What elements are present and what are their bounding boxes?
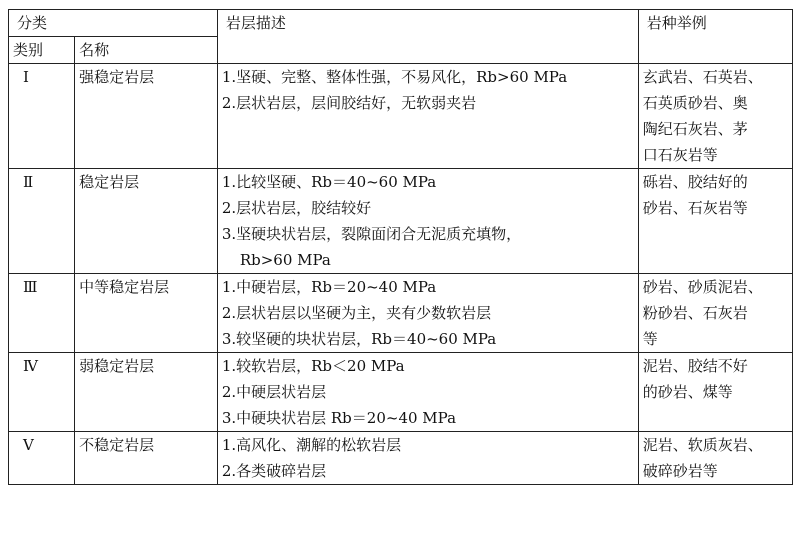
- desc-cell: [217, 274, 638, 353]
- header-desc: 岩层描述: [225, 14, 286, 32]
- example-line: 玄武岩、石英岩、: [642, 68, 763, 86]
- example-line: 砂岩、石灰岩等: [642, 199, 748, 217]
- desc-line: Rb>60 MPa: [239, 251, 331, 269]
- layer-name: 稳定岩层: [79, 173, 140, 191]
- name-cell: [75, 274, 218, 353]
- class-cell: [9, 169, 75, 274]
- class-cell: [9, 432, 75, 485]
- header-class: 类别: [13, 41, 44, 59]
- desc-cell: [217, 432, 638, 485]
- name-cell: [75, 169, 218, 274]
- table-row: [9, 64, 793, 169]
- layer-name: 强稳定岩层: [79, 68, 155, 86]
- layer-name: 弱稳定岩层: [79, 357, 155, 375]
- example-line: 陶纪石灰岩、茅: [642, 120, 748, 138]
- desc-line: 1.较软岩层，Rb＜20 MPa: [221, 357, 405, 375]
- example-cell: [638, 353, 792, 432]
- desc-line: 3.中硬块状岩层 Rb＝20~40 MPa: [221, 409, 457, 427]
- desc-line: 1.坚硬、完整、整体性强，不易风化，Rb>60 MPa: [221, 68, 568, 86]
- desc-line: 2.层状岩层以坚硬为主，夹有少数软岩层: [221, 304, 492, 322]
- example-cell: [638, 64, 792, 169]
- example-cell: [638, 169, 792, 274]
- example-line: 粉砂岩、石灰岩: [642, 304, 748, 322]
- example-cell: [638, 432, 792, 485]
- desc-line: 2.层状岩层，层间胶结好，无软弱夹岩: [221, 94, 477, 112]
- desc-cell: [217, 169, 638, 274]
- header-example: 岩种举例: [646, 14, 707, 32]
- example-line: 的砂岩、煤等: [642, 383, 733, 401]
- name-cell: [75, 64, 218, 169]
- desc-cell: [217, 353, 638, 432]
- table-row: [9, 353, 793, 432]
- layer-name: 不稳定岩层: [79, 436, 155, 454]
- header-class-cell: [9, 37, 75, 64]
- name-cell: [75, 432, 218, 485]
- example-line: 砂岩、砂质泥岩、: [642, 278, 763, 296]
- example-line: 等: [642, 330, 658, 348]
- desc-line: 3.坚硬块状岩层，裂隙面闭合无泥质充填物，: [221, 225, 522, 243]
- class-label: Ⅳ: [23, 357, 38, 375]
- name-cell: [75, 353, 218, 432]
- desc-line: 1.中硬岩层，Rb＝20~40 MPa: [221, 278, 437, 296]
- class-label: Ⅱ: [23, 173, 34, 191]
- example-line: 破碎砂岩等: [642, 462, 718, 480]
- class-cell: [9, 353, 75, 432]
- class-cell: [9, 64, 75, 169]
- desc-line: 2.层状岩层，胶结较好: [221, 199, 372, 217]
- table-row: [9, 432, 793, 485]
- example-line: 石英质砂岩、奥: [642, 94, 748, 112]
- header-name: 名称: [79, 41, 110, 59]
- header-group-cell: [9, 10, 218, 37]
- example-line: 口石灰岩等: [642, 146, 718, 164]
- table-row: [9, 169, 793, 274]
- example-cell: [638, 274, 792, 353]
- desc-line: 1.高风化、潮解的松软岩层: [221, 436, 402, 454]
- class-label: Ⅰ: [23, 68, 29, 86]
- example-line: 泥岩、软质灰岩、: [642, 436, 763, 454]
- table-row: [9, 274, 793, 353]
- layer-name: 中等稳定岩层: [79, 278, 170, 296]
- desc-line: 1.比较坚硬、Rb＝40~60 MPa: [221, 173, 437, 191]
- example-line: 泥岩、胶结不好: [642, 357, 748, 375]
- example-line: 砾岩、胶结好的: [642, 173, 748, 191]
- desc-cell: [217, 64, 638, 169]
- header-desc-cell: [217, 10, 638, 64]
- desc-line: 2.各类破碎岩层: [221, 462, 327, 480]
- header-group: 分类: [17, 14, 48, 32]
- rock-classification-table: [8, 9, 793, 485]
- class-label: Ⅲ: [23, 278, 38, 296]
- header-example-cell: [638, 10, 792, 64]
- class-label: Ⅴ: [23, 436, 34, 454]
- class-cell: [9, 274, 75, 353]
- desc-line: 3.较坚硬的块状岩层，Rb＝40~60 MPa: [221, 330, 497, 348]
- desc-line: 2.中硬层状岩层: [221, 383, 327, 401]
- header-name-cell: [75, 37, 218, 64]
- header-row-top: [9, 10, 793, 37]
